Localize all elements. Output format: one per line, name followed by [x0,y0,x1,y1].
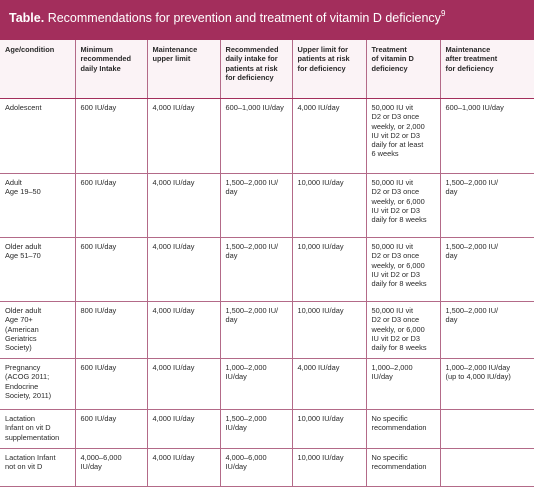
cell-line: Endocrine [5,381,39,391]
table-cell [147,449,220,487]
cell-line: recommended [80,54,132,64]
cell-line: daily for at least [371,140,424,150]
table-cell [366,449,440,487]
cell-line: upper limit [152,54,191,64]
cell-line: weekly, or 2,000 [371,121,425,131]
cell-line: IU vit D2 or D3 [371,130,420,140]
cell-line: 50,000 IU vit [371,178,413,187]
cell-line: 600 IU/day [80,414,117,423]
cell-line: 6 weeks [371,149,399,159]
header-cell [440,40,534,99]
cell-line: daily intake for [225,54,278,64]
cell-line: weekly, or 6,000 [371,324,425,334]
table-cell [75,359,147,410]
cell-line: 1,000–2,000 IU/day [225,363,267,382]
table-cell [440,174,534,238]
cell-line: No specific [371,414,408,423]
cell-line: 4,000–6,000 IU/day [80,453,122,472]
cell-line: (American [5,324,39,334]
table-cell [366,359,440,410]
cell-line: recommendation [371,462,427,472]
cell-line: day [225,251,238,261]
cell-line: 1,000–2,000 IU/day [445,363,511,372]
cell-line: No specific [371,453,408,462]
cell-line: Age 19–50 [5,187,41,197]
cell-line: 50,000 IU vit [371,242,413,251]
cell-line: day [445,315,458,325]
table-cell [147,174,220,238]
cell-line: recommendation [371,423,427,433]
table-cell [75,449,147,487]
cell-line: Geriatrics [5,333,37,343]
cell-line: 4,000 IU/day [297,103,340,112]
table-row [0,410,534,449]
cell-line: daily Intake [80,63,121,73]
cell-line: patients at risk [225,63,278,73]
cell-line: of vitamin D [371,54,414,64]
cell-line: 10,000 IU/day [297,178,344,187]
cell-line: 50,000 IU vit [371,306,413,315]
cell-line: Age 51–70 [5,251,41,261]
cell-line: IU vit D2 or D3 [371,333,420,343]
cell-line: 4,000 IU/day [297,363,340,372]
table-cell [366,302,440,359]
cell-line: 10,000 IU/day [297,414,344,423]
table-cell [147,99,220,174]
cell-line: Adult [5,178,22,187]
reference-superscript: 9 [440,9,446,18]
cell-line: 4,000 IU/day [152,178,195,187]
table-cell [440,359,534,410]
table-cell [75,302,147,359]
table-cell [0,99,75,174]
table-cell [0,174,75,238]
cell-line: Society) [5,343,32,353]
header-cell [366,40,440,99]
cell-line: Older adult [5,306,42,315]
cell-line: 1,500–2,000 IU/ [225,306,279,315]
header-cell [75,40,147,99]
table-cell [292,174,366,238]
table-cell [75,99,147,174]
cell-line: Adolescent [5,103,42,112]
cell-line: Lactation [5,414,35,423]
cell-line: after treatment [445,54,498,64]
table-cell [147,238,220,302]
table-cell [220,410,292,449]
table-row [0,449,534,487]
cell-line: for deficiency [445,63,494,73]
header-cell [0,40,75,99]
table-cell [0,410,75,449]
table-cell [147,410,220,449]
table-cell [75,174,147,238]
table-row [0,359,534,410]
table-row [0,302,534,359]
table-cell [440,410,534,449]
cell-line: day [445,187,458,197]
table-row [0,99,534,174]
cell-line: deficiency [371,63,408,73]
cell-line: not on vit D [5,462,43,472]
table-cell [440,99,534,174]
table-cell [0,238,75,302]
cell-line: weekly, or 6,000 [371,196,425,206]
table-row [0,174,534,238]
cell-line: (up to 4,000 IU/day) [445,372,511,382]
table-cell [147,302,220,359]
table-cell [440,238,534,302]
cell-line: 4,000 IU/day [152,103,195,112]
cell-line: 4,000 IU/day [152,453,195,462]
cell-line: 1,500–2,000 IU/ [445,306,499,315]
table-cell [292,359,366,410]
cell-line: Infant on vit D [5,423,51,433]
cell-line: 4,000–6,000 IU/day [225,453,267,472]
cell-line: daily for 8 weeks [371,343,427,353]
cell-line: IU vit D2 or D3 [371,205,420,215]
cell-line: D2 or D3 once [371,315,420,325]
cell-line: daily for 8 weeks [371,215,427,225]
table-cell [292,99,366,174]
cell-line: Maintenance [152,45,198,54]
cell-line: 1,500–2,000 IU/ [225,178,279,187]
table-cell [220,359,292,410]
cell-line: 10,000 IU/day [297,242,344,251]
table-row [0,238,534,302]
cell-line: Society, 2011) [5,390,52,400]
table-cell [292,238,366,302]
cell-line: day [445,251,458,261]
cell-line: (ACOG 2011; [5,372,50,382]
table-cell [440,449,534,487]
table-cell [75,238,147,302]
table-cell [220,238,292,302]
table-title: Recommendations for prevention and treatment of vitamin D deficiency [47,11,441,25]
cell-line: 600 IU/day [80,242,117,251]
table-cell [0,359,75,410]
cell-line: 1,500–2,000 IU/day [225,414,267,433]
cell-line: 600 IU/day [80,178,117,187]
table-title-bar [0,0,534,40]
cell-line: 1,500–2,000 IU/ [445,178,499,187]
table-cell [366,410,440,449]
table-cell [366,99,440,174]
cell-line: 600–1,000 IU/day [445,103,504,112]
cell-line: 4,000 IU/day [152,414,195,423]
cell-line: 600–1,000 IU/day [225,103,284,112]
cell-line: Lactation Infant [5,453,56,462]
cell-line: 4,000 IU/day [152,242,195,251]
cell-line: IU vit D2 or D3 [371,269,420,279]
table-label: Table. [9,11,45,25]
cell-line: 4,000 IU/day [152,363,195,372]
cell-line: D2 or D3 once [371,187,420,197]
table-cell [292,410,366,449]
cell-line: 1,500–2,000 IU/ [225,242,279,251]
cell-line: Recommended [225,45,279,54]
cell-line: D2 or D3 once [371,112,420,122]
header-cell [147,40,220,99]
cell-line: weekly, or 6,000 [371,260,425,270]
header-cell [292,40,366,99]
header-cell [220,40,292,99]
table-cell [440,302,534,359]
cell-line: Age 70+ [5,315,33,325]
cell-line: 4,000 IU/day [152,306,195,315]
cell-line: 600 IU/day [80,363,117,372]
cell-line: 50,000 IU vit [371,103,413,112]
table-cell [220,174,292,238]
table-cell [366,238,440,302]
cell-line: 10,000 IU/day [297,306,344,315]
cell-line: daily for 8 weeks [371,279,427,289]
cell-line: Minimum [80,45,113,54]
cell-line: for deficiency [225,72,274,82]
cell-line: 1,500–2,000 IU/ [445,242,499,251]
table-cell [75,410,147,449]
cell-line: patients at risk [297,54,350,64]
cell-line: Maintenance [445,45,491,54]
table-cell [0,449,75,487]
table-cell [147,359,220,410]
cell-line: Age/condition [5,45,55,54]
table-cell [292,449,366,487]
table-cell [220,449,292,487]
cell-line: 600 IU/day [80,103,117,112]
cell-line: Treatment [371,45,407,54]
table-cell [0,302,75,359]
cell-line: for deficiency [297,63,346,73]
cell-line: 1,000–2,000 IU/day [371,363,413,382]
cell-line: supplementation [5,432,60,442]
cell-line: Older adult [5,242,42,251]
cell-line: day [225,187,238,197]
cell-line: 800 IU/day [80,306,117,315]
cell-line: day [225,315,238,325]
header-row [0,40,534,99]
table-cell [366,174,440,238]
table-cell [292,302,366,359]
cell-line: Upper limit for [297,45,349,54]
cell-line: D2 or D3 once [371,251,420,261]
table-cell [220,99,292,174]
cell-line: Pregnancy [5,363,41,372]
recommendations-table [0,40,534,487]
cell-line: 10,000 IU/day [297,453,344,462]
table-cell [220,302,292,359]
